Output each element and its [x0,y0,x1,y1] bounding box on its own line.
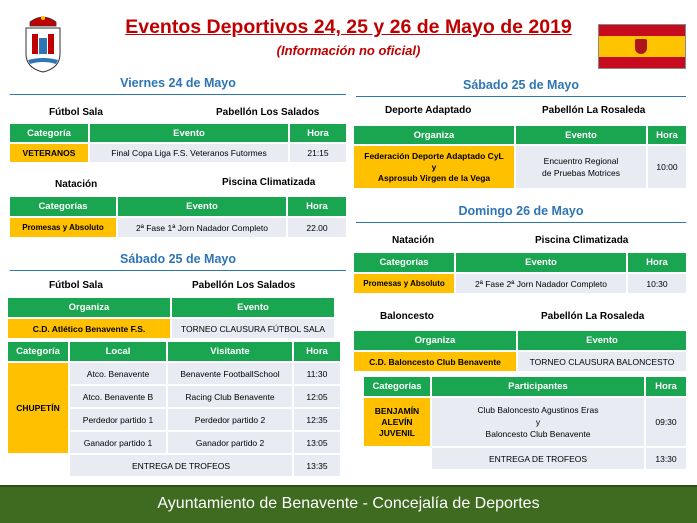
table-header: Hora [648,126,686,144]
event-cell: 2ª Fase 2ª Jorn Nadador Completo [456,274,626,293]
table-header: Evento [518,331,686,350]
local-cell: Perdedor partido 1 [70,409,166,430]
event-cell: Final Copa Liga F.S. Veteranos Futormes [90,144,288,162]
category-cell [364,398,430,446]
category-cell: Promesas y Absoluto [10,218,116,237]
time-cell: 09:30 [646,398,686,446]
day-header-saturday-right: Sábado 25 de Mayo [356,78,686,97]
page-subtitle: (Información no oficial) [276,43,421,58]
local-cell: Ganador partido 1 [70,432,166,453]
category-line: BENJAMÍN [374,405,420,416]
visitor-cell: Racing Club Benavente [168,386,292,407]
sport-label: Fútbol Sala [49,107,103,118]
table-header: Categorías [354,253,454,272]
table-header: Organiza [354,331,516,350]
table-header: Local [70,342,166,361]
swimming-friday-table [8,195,348,239]
time-cell: 22.00 [288,218,346,237]
event-cell [516,146,646,188]
table-header: Hora [288,197,346,216]
organizer-cell: C.D. Baloncesto Club Benavente [354,352,516,371]
participant-line: Baloncesto Club Benavente [485,429,591,439]
time-cell: 10:00 [648,146,686,188]
table-header: Categoría [10,124,88,142]
table-header: Evento [516,126,646,144]
table-header: Hora [628,253,686,272]
time-cell: 21:15 [290,144,346,162]
sport-label: Natación [392,235,435,246]
time-cell: 10:30 [628,274,686,293]
futsal-tournament-header-table [6,296,336,340]
time-cell: 12:05 [294,386,340,407]
participant-line: Club Baloncesto Agustinos Eras [477,405,599,415]
category-line: JUVENIL [379,427,415,438]
day-header-sunday: Domingo 26 de Mayo [356,204,686,223]
organizer-cell: C.D. Atlético Benavente F.S. [8,319,170,338]
table-header: Evento [118,197,286,216]
venue-label: Pabellón La Rosaleda [542,105,646,116]
time-cell: 11:30 [294,363,340,384]
trophies-cell: ENTREGA DE TROFEOS [432,448,644,469]
table-header: Categorías [364,377,430,396]
sport-label: Fútbol Sala [49,280,103,291]
table-header: Evento [90,124,288,142]
organizer-line: Federación Deporte Adaptado CyL [364,150,504,161]
day-header-saturday: Sábado 25 de Mayo [10,252,346,271]
local-cell: Atco. Benavente B [70,386,166,407]
organizer-line: Asprosub Virgen de la Vega [377,172,491,183]
organizer-line: y [431,161,437,172]
adapted-sport-table [352,124,688,190]
participants-cell [432,398,644,446]
visitor-cell: Perdedor partido 2 [168,409,292,430]
visitor-cell: Ganador partido 2 [168,432,292,453]
page-title: Eventos Deportivos 24, 25 y 26 de Mayo de 2019 [125,16,572,38]
event-cell: TORNEO CLAUSURA BALONCESTO [518,352,686,371]
futsal-matches-table [6,340,342,478]
category-line: ALEVÍN [381,416,413,427]
sport-label: Deporte Adaptado [385,105,472,116]
category-cell: Promesas y Absoluto [354,274,454,293]
swimming-sunday-table [352,251,688,295]
time-cell: 13:05 [294,432,340,453]
table-header: Evento [456,253,626,272]
event-cell: TORNEO CLAUSURA FÚTBOL SALA [172,319,334,338]
sport-label: Natación [55,179,98,190]
table-header: Evento [172,298,334,317]
event-line: Encuentro Regional [543,156,619,166]
time-cell: 13:35 [294,455,340,476]
time-cell: 13:30 [646,448,686,469]
day-header-friday: Viernes 24 de Mayo [10,76,346,95]
participant-line: y [535,417,541,427]
organizer-cell [354,146,514,188]
basketball-header-table [352,329,688,373]
visitor-cell: Benavente FootballSchool [168,363,292,384]
table-header: Organiza [8,298,170,317]
table-header: Participantes [432,377,644,396]
category-cell: VETERANOS [10,144,88,162]
trophies-cell: ENTREGA DE TROFEOS [70,455,292,476]
footer-banner: Ayuntamiento de Benavente - Concejalía de Deportes [0,485,697,523]
futsal-veterans-table [8,122,348,164]
venue-label: Piscina Climatizada [535,235,629,246]
table-header: Categorías [10,197,116,216]
local-cell: Atco. Benavente [70,363,166,384]
venue-label: Pabellón Los Salados [216,107,320,118]
venue-label: Pabellón La Rosaleda [541,311,645,322]
table-header: Hora [294,342,340,361]
table-header: Categoría [8,342,68,361]
time-cell: 12:35 [294,409,340,430]
venue-label: Piscina Climatizada [222,177,316,188]
basketball-participants-table [362,375,688,471]
table-header: Hora [290,124,346,142]
sport-label: Baloncesto [380,311,434,322]
venue-label: Pabellón Los Salados [192,280,296,291]
category-cell: CHUPETÍN [8,363,68,453]
event-line: de Pruebas Motrices [542,168,620,178]
event-cell: 2ª Fase 1ª Jorn Nadador Completo [118,218,286,237]
table-header: Hora [646,377,686,396]
table-header: Visitante [168,342,292,361]
table-header: Organiza [354,126,514,144]
